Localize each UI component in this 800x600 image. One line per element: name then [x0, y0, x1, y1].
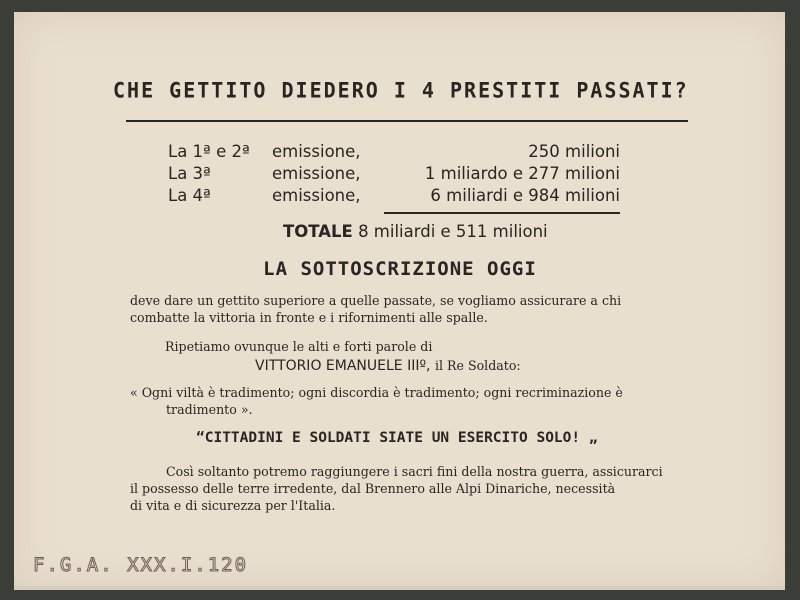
emission-amount: 1 miliardo e 277 milioni	[424, 164, 620, 183]
emission-row	[168, 164, 628, 186]
paragraph-need	[130, 292, 621, 326]
emission-label: La 3ª	[168, 164, 211, 183]
text-line: deve dare un gettito superiore a quelle passate, se vogliamo assicurare a chi	[130, 293, 622, 308]
emission-amount: 250 milioni	[528, 142, 620, 161]
total-row	[283, 222, 628, 241]
headline-underline	[126, 120, 688, 122]
emission-row	[168, 142, 628, 164]
text-line: il possesso delle terre irredente, dal Brennero alle Alpi Dinariche, necessità	[130, 481, 616, 496]
text-line: « Ogni viltà è tradimento; ogni discordia è tradimento; ogni recriminazione è	[130, 385, 623, 400]
king-title: il Re Soldato:	[434, 358, 521, 373]
archive-stamp: F.G.A. XXX.I.120	[33, 554, 249, 576]
king-line	[255, 358, 521, 374]
subheading: LA SOTTOSCRIZIONE OGGI	[263, 258, 537, 280]
text-line: combatte la vittoria in fronte e i rifornimenti alle spalle.	[130, 310, 488, 325]
emission-label: La 1ª e 2ª	[168, 142, 250, 161]
sum-rule	[384, 212, 620, 214]
emission-word: emissione,	[272, 164, 361, 183]
emission-amount: 6 miliardi e 984 milioni	[430, 186, 620, 205]
emission-label: La 4ª	[168, 186, 211, 205]
paragraph-repeat: Ripetiamo ovunque le alti e forti parole di	[165, 339, 433, 354]
text-line: di vita e di sicurezza per l'Italia.	[130, 498, 336, 513]
emission-word: emissione,	[272, 142, 361, 161]
emission-word: emissione,	[272, 186, 361, 205]
text-line: tradimento ».	[166, 402, 253, 417]
headline: CHE GETTITO DIEDERO I 4 PRESTITI PASSATI?	[113, 77, 689, 103]
quote-block	[130, 384, 623, 418]
king-name: VITTORIO EMANUELE IIIº,	[255, 358, 431, 374]
total-amount: 8 miliardi e 511 milioni	[358, 222, 548, 241]
motto: “CITTADINI E SOLDATI SIATE UN ESERCITO SOLO! „	[196, 430, 598, 446]
text-line: Così soltanto potremo raggiungere i sacri fini della nostra guerra, assicurarci	[166, 464, 663, 479]
emission-row	[168, 186, 628, 208]
closing-paragraph	[130, 463, 663, 514]
total-label: TOTALE	[283, 222, 353, 241]
